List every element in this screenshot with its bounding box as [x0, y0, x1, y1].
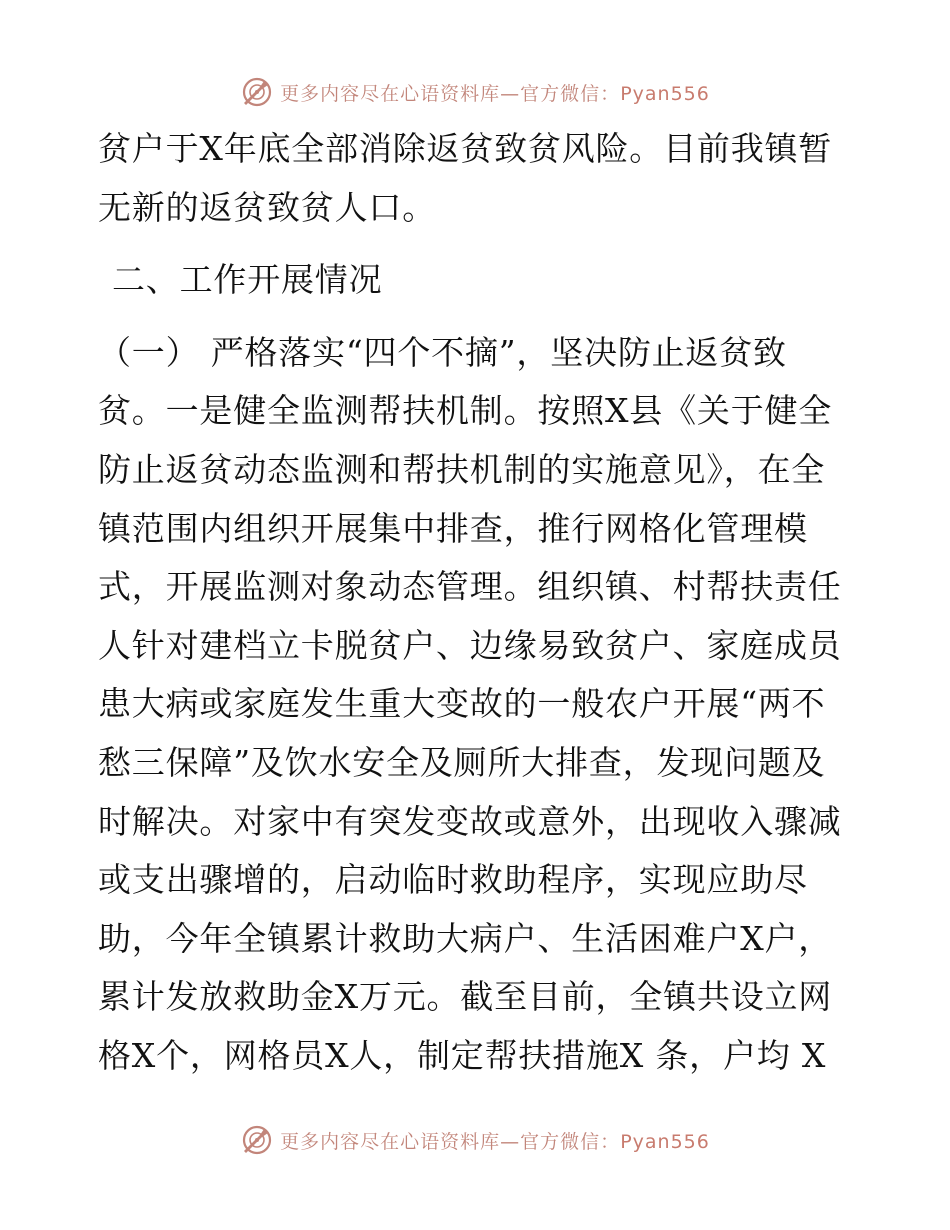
text-line: 镇范围内组织开展集中排查，推行网格化管理模 — [98, 508, 808, 548]
watermark-header — [0, 72, 950, 112]
text-line: 时解决。对家中有突发变故或意外，出现收入骤减 — [98, 801, 842, 841]
watermark-wechat-id: Pyan556 — [620, 1130, 710, 1153]
text-line: 愁三保障”及饮水安全及厕所大排查，发现问题及 — [98, 742, 826, 782]
text-line: 格X个，网格员X人，制定帮扶措施X 条，户均 X — [98, 1035, 827, 1075]
text-line: 防止返贫动态监测和帮扶机制的实施意见》，在全 — [98, 449, 826, 489]
watermark-separator: — — [500, 1130, 521, 1153]
text-line: 式，开展监测对象动态管理。组织镇、村帮扶责任 — [98, 567, 842, 607]
watermark-brand: 更多内容尽在心语资料库 — [280, 1130, 501, 1153]
text-line: 患大病或家庭发生重大变故的一般农户开展“两不 — [98, 684, 826, 724]
text-line: 人针对建档立卡脱贫户、边缘易致贫户、家庭成员 — [98, 625, 842, 665]
watermark-label: 官方微信： — [520, 82, 621, 105]
text-line: 无新的返贫致贫人口。 — [98, 187, 436, 227]
section-heading: 二、工作开展情况 — [112, 260, 383, 300]
watermark-separator: — — [500, 82, 521, 105]
text-line: （一） 严格落实“四个不摘”，坚决防止返贫致 — [98, 332, 787, 372]
watermark-brand: 更多内容尽在心语资料库 — [280, 82, 501, 105]
text-line: 贫。一是健全监测帮扶机制。按照X县《关于健全 — [98, 391, 833, 431]
watermark-label: 官方微信： — [520, 1130, 621, 1153]
brand-logo-icon — [240, 75, 274, 109]
watermark-footer — [0, 1120, 950, 1160]
text-line: 或支出骤增的，启动临时救助程序，实现应助尽 — [98, 860, 808, 900]
text-line: 累计发放救助金X万元。截至目前，全镇共设立网 — [98, 977, 833, 1017]
text-line: 贫户于X年底全部消除返贫致贫风险。目前我镇暂 — [98, 129, 833, 168]
watermark-text — [280, 1127, 710, 1154]
brand-logo-icon — [240, 1123, 274, 1157]
text-line: 助，今年全镇累计救助大病户、生活困难户X户， — [98, 918, 833, 958]
document-body — [98, 120, 858, 1086]
watermark-wechat-id: Pyan556 — [620, 82, 710, 105]
watermark-text — [280, 79, 710, 106]
